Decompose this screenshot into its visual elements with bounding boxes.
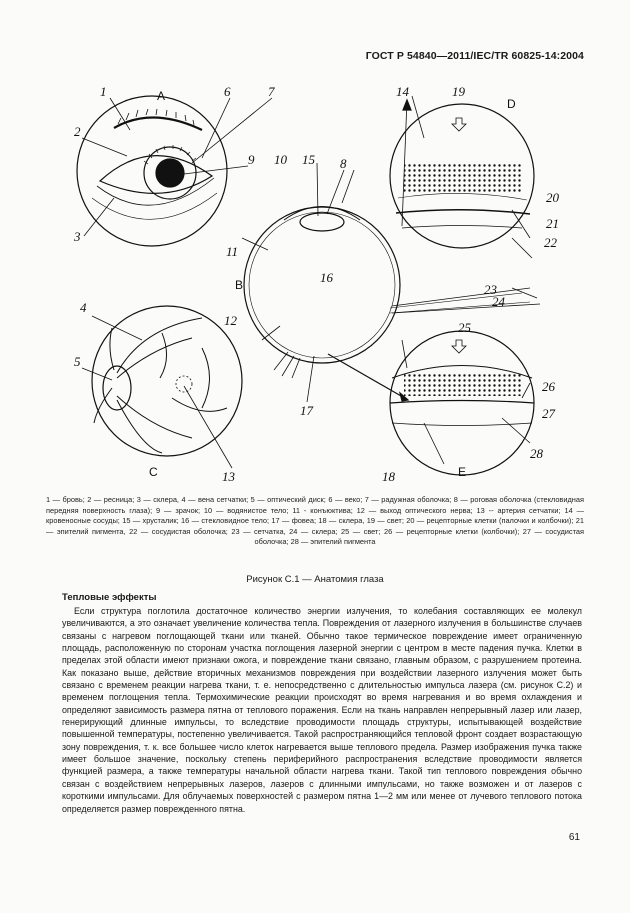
label-16: 16 <box>320 270 333 285</box>
label-24: 24 <box>492 294 505 309</box>
label-4: 4 <box>80 300 87 315</box>
label-12: 12 <box>224 313 237 328</box>
label-27: 27 <box>542 406 555 421</box>
label-15: 15 <box>302 152 315 167</box>
label-11: 11 <box>226 244 239 259</box>
label-1: 1 <box>100 84 107 99</box>
panel-a-external-eye <box>77 96 227 246</box>
label-13: 13 <box>222 469 235 484</box>
label-3: 3 <box>74 229 81 244</box>
label-5: 5 <box>74 354 81 369</box>
label-28: 28 <box>530 446 543 461</box>
figure-legend: 1 — бровь; 2 — ресница; 3 — склера, 4 — вена сетчатки; 5 — оптический диск; 6 — веко; 7 — радужная оболочка; 8 — роговая оболочка (стекловидная передняя поверхность глаза); 9 — зрачок; 10 — водянистое тело; 11 - конъюктива; 12 — выход оптического нерва; 13 -- артерия сетчатки; 14 — кровеносные сосуды; 15 — хрусталик; 16 — стекловидное тело; 17 — фовеа; 18 — склера, 19 — свет; 20 — рецепторные клетки (палочки и колбочки); 21 — эпителий пигмента, 22 — сосудистая оболочка; 23 — сетчатка, 24 — склера; 25 — свет; 26 — рецепторные клетки (колбочки); 27 — сосудистая оболочка; 28 — эпителий пигмента <box>46 495 584 546</box>
panel-label-c: C <box>149 465 158 479</box>
panel-label-d: D <box>507 97 516 111</box>
label-21: 21 <box>546 216 559 231</box>
label-14: 14 <box>396 84 409 99</box>
label-25: 25 <box>458 320 471 335</box>
panel-label-b: B <box>235 278 244 292</box>
label-8: 8 <box>340 156 347 171</box>
label-26: 26 <box>542 379 555 394</box>
label-23: 23 <box>484 282 497 297</box>
label-10: 10 <box>274 152 287 167</box>
label-6: 6 <box>224 84 231 99</box>
body-paragraph: Если структура поглотила достаточное количество энергии излучения, то колебания составляющих ее молекул увеличиваются, а это означает увеличение количества тепла. Повреждения от лазерного излучения в большинстве случаев связаны с нагревом поглощающей ткани или тканей. Обычно такое термическое повреждение имеет ограниченную площадь, расположенную по сторонам участка поглощения лазерной энергии с центром в месте падения пучка. Клетки в пределах этой области имеют признаки ожога, и повреждение ткани связано, главным образом, с разрушением протеина. Как показано выше, действие вторичных механизмов повреждения при воздействии лазерного излучения может быть связано с временем реакции нагрева ткани, т. е. непосредственно с длительностью импульса лазера (см. рисунок С.2) и временем поглощения тепла. Термохимические реакции происходят во время нагревания и во время охлаждения и определяют зависимость размера пятна от теплового поражения. Если на ткань направлен непрерывный лазер или лазер, генерирующий длинные импульсы, то вследствие проводимости площадь структуры, испытывающей воздействие повышенной температуры, постепенно увеличивается. Такой распространяющийся тепловой фронт создает возрастающую зону повреждения, т. к. все большее число клеток нагревается выше теплового предела. Размер изображения пучка также имеет большое значение, поскольку степень периферийного распространения вследствие проводимости является функцией размера, а также температуры начальной области нагрева ткани. Такой тип теплового повреждения обычно связан с воздействием непрерывных лазеров, лазеров с длинными импульсами, но также возможен и от лазеров с короткими импульсами. Для облучаемых поверхностей с размером пятна 1—2 мм или менее от лучевого теплового потока определяется размер поврежденного пятна. <box>62 606 582 814</box>
panel-label-a: A <box>157 89 166 103</box>
label-7: 7 <box>268 84 275 99</box>
standard-header: ГОСТ Р 54840—2011/IEC/TR 60825-14:2004 <box>365 50 584 62</box>
label-19: 19 <box>452 84 465 99</box>
eye-anatomy-figure <box>52 78 592 490</box>
panel-label-e: E <box>458 465 467 479</box>
label-20: 20 <box>546 190 559 205</box>
label-2: 2 <box>74 124 81 139</box>
figure-caption: Рисунок С.1 — Анатомия глаза <box>246 574 384 585</box>
page-number: 61 <box>568 832 580 843</box>
panel-e-retina <box>390 331 534 475</box>
section-title: Тепловые эффекты <box>62 592 157 603</box>
panel-b-cross-section <box>244 100 530 401</box>
label-9: 9 <box>248 152 255 167</box>
label-18: 18 <box>382 469 395 484</box>
label-22: 22 <box>544 235 557 250</box>
panel-c-fundus <box>92 306 242 456</box>
label-17: 17 <box>300 403 313 418</box>
